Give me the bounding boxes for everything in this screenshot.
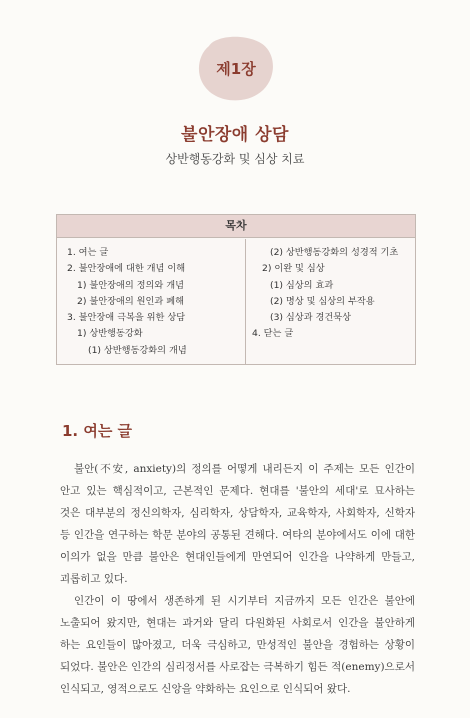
toc-item[interactable]: (1) 심상의 효과 [270,279,334,291]
toc-item[interactable]: (1) 상반행동강화의 개념 [88,344,187,356]
toc-right-column [245,239,411,365]
body-paragraph: 인간이 이 땅에서 생존하게 된 시기부터 지금까지 모든 인간은 불안에 노출되어 왔지만, 현대는 과거와 달리 다원화된 사회로서 인간을 불안하게 하는 요인들이 많아졌고, 더욱 극심하고, 만성적인 불안을 경험하는 상황이 되었다. 불안은 인간의 심리정서를 사로잡는 극복하기 힘든 적(enemy)으로서 인식되고, 영적으로도 신앙을 약화하는 요인으로 인식되어 왔다. [60,595,415,695]
toc-item[interactable]: 2) 불안장애의 원인과 폐해 [77,295,184,307]
toc-item[interactable]: 1) 상반행동강화 [77,328,143,340]
toc-item[interactable]: 4. 닫는 글 [252,328,294,340]
chapter-label: 제1장 [216,59,256,78]
toc-item[interactable]: (2) 상반행동강화의 성경적 기초 [270,247,399,258]
table-of-contents [56,214,416,365]
section-body [60,458,415,700]
chapter-seal [197,34,275,102]
toc-item[interactable]: 2. 불안장애에 대한 개념 이해 [67,263,186,275]
toc-item[interactable]: 3. 불안장애 극복을 위한 상담 [67,312,186,324]
chapter-subtitle: 상반행동강화 및 심상 치료 [165,152,305,166]
toc-item[interactable]: (3) 심상과 경건묵상 [270,312,351,324]
chapter-title: 불안장애 상담 [181,125,289,145]
toc-item[interactable]: 1) 불안장애의 정의와 개념 [77,279,184,291]
toc-item[interactable]: 1. 여는 글 [67,247,109,258]
toc-left-column [67,245,237,359]
section-heading: 1. 여는 글 [62,422,133,440]
body-paragraph: 불안(不安, anxiety)의 정의를 어떻게 내리든지 이 주제는 모든 인간이 안고 있는 핵심적이고, 근본적인 문제다. 현대를 '불안의 세대'로 묘사하는 것은 대부분의 정신의학자, 심리학자, 상담학자, 교육학자, 사회학자, 신학자 등 인간을 연구하는 학문 분야의 공통된 견해다. 여타의 분야에서도 이에 대한 이의가 없을 만큼 불안은 현대인들에게 만연되어 인간을 나약하게 만들고, 괴롭히고 있다. [60,463,415,585]
toc-heading: 목차 [57,215,415,238]
toc-item[interactable]: (2) 명상 및 심상의 부작용 [270,295,375,307]
toc-item[interactable]: 2) 이완 및 심상 [262,263,325,275]
